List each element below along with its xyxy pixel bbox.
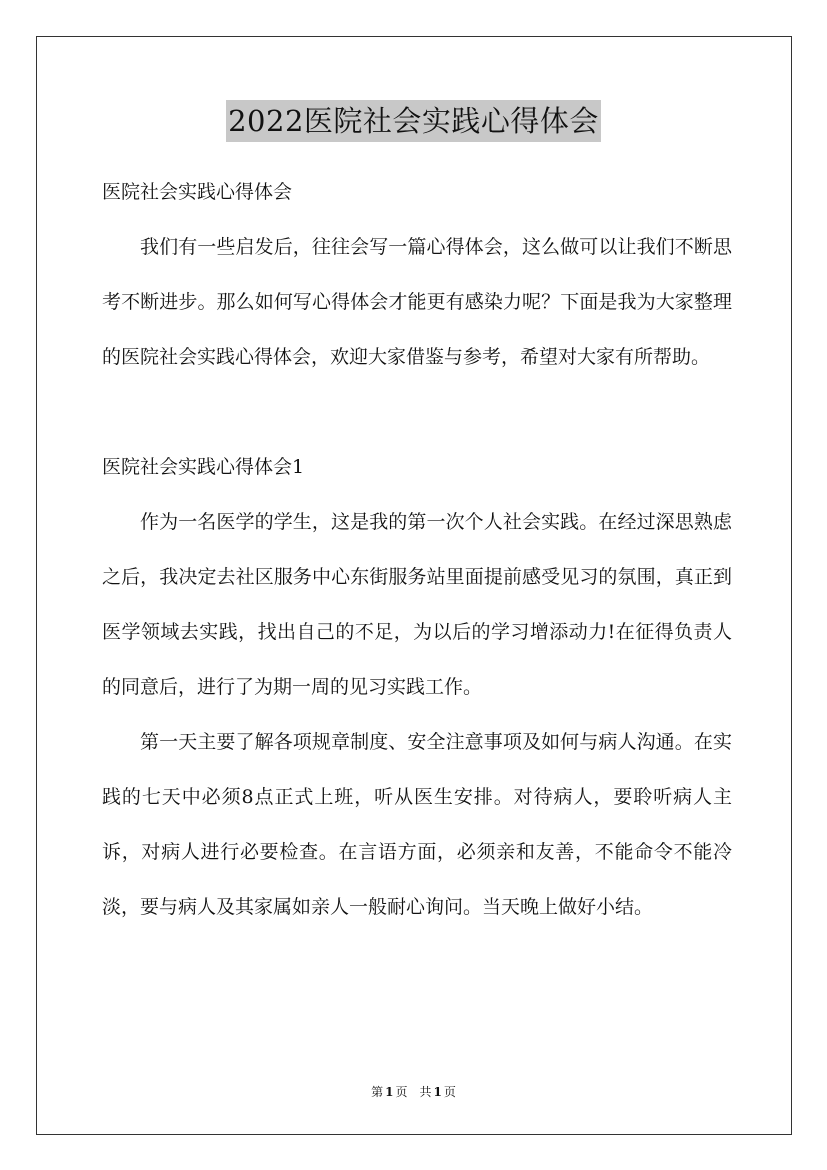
total-suffix: 页	[443, 1085, 456, 1099]
page-prefix: 第	[371, 1085, 384, 1099]
intro-paragraph	[102, 220, 732, 385]
paragraph-line: 能命令不能冷淡，要与病人及其家属如亲人一般耐心询问。当天晚上	[102, 841, 732, 918]
intro-line: 对大家有所帮助。	[558, 346, 711, 368]
section-heading: 医院社会实践心得体会1	[102, 456, 305, 478]
intro-line: 不断思考不断进步。那么如何写心得体会才能更有感染力呢？下面是	[102, 236, 732, 313]
paragraph-line: 作为一名医学的学生，这是我的第一次个人社会实践。在经过深	[140, 511, 675, 533]
title-wrap	[0, 100, 827, 142]
paragraph-line: 做好小结。	[558, 896, 654, 918]
page-total: 1	[433, 1085, 442, 1099]
section-paragraph	[102, 495, 732, 715]
section-paragraph	[102, 715, 732, 935]
page-footer	[0, 1083, 827, 1101]
paragraph-line: 在实践的七天中必须8点正式上班，听从医生安排。对待病人，要聆	[102, 731, 732, 808]
page-current: 1	[385, 1085, 394, 1099]
page-suffix: 页	[395, 1085, 408, 1099]
paragraph-line: 动力!在征得负责人的同意后，进行了为期一周的见习实践工作。	[102, 621, 732, 698]
total-prefix: 共	[419, 1085, 432, 1099]
paragraph-line: 思熟虑之后，我决定去社区服务中心东街服务站里面提前感受见习的	[102, 511, 732, 588]
paragraph-line: 氛围，真正到医学领域去实践，找出自己的不足，为以后的学习增添	[102, 566, 732, 643]
document-title: 2022医院社会实践心得体会	[226, 100, 601, 142]
intro-line: 我们有一些启发后，往往会写一篇心得体会，这么做可以让我们	[140, 236, 675, 258]
paragraph-line: 第一天主要了解各项规章制度、安全注意事项及如何与病人沟通。	[140, 731, 694, 753]
intro-line: 我为大家整理的医院社会实践心得体会，欢迎大家借鉴与参考，希望	[102, 291, 732, 368]
document-body	[102, 165, 732, 935]
document-subtitle: 医院社会实践心得体会	[102, 181, 293, 203]
paragraph-line: 听病人主诉，对病人进行必要检查。在言语方面，必须亲和友善，不	[102, 786, 732, 863]
section-spacer	[102, 385, 732, 440]
